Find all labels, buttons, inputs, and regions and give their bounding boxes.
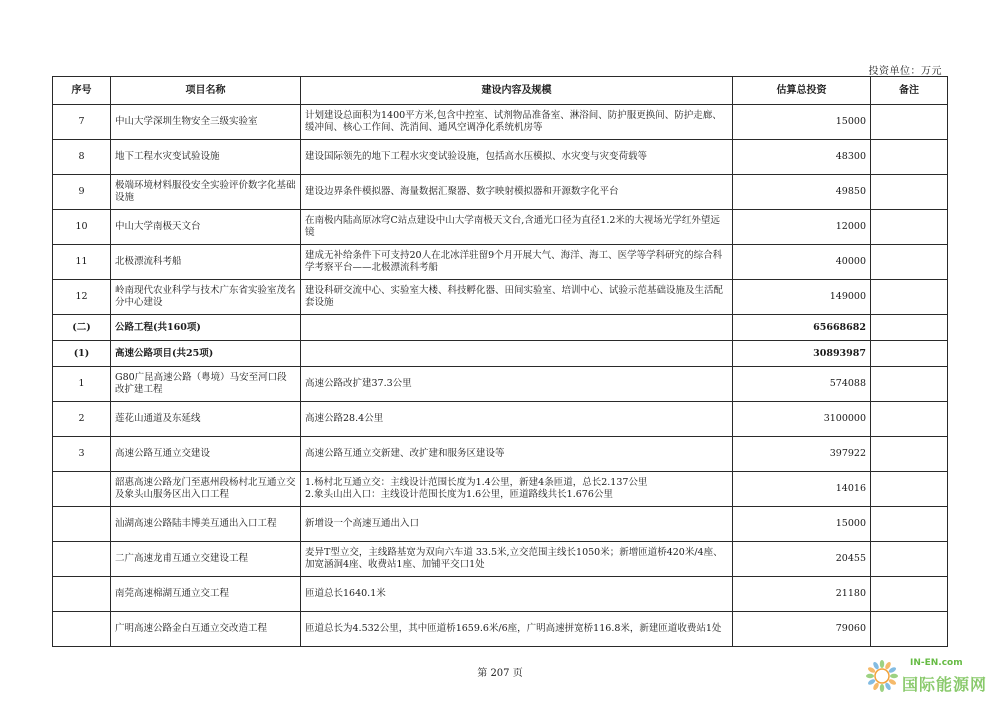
note-cell: [871, 280, 948, 315]
project-name-cell: 莲花山通道及东延线: [111, 402, 301, 437]
header-no: 序号: [53, 77, 111, 105]
note-cell: [871, 140, 948, 175]
table-row: [53, 140, 948, 175]
header-note: 备注: [871, 77, 948, 105]
watermark-petal: [880, 660, 884, 668]
row-number-cell: [53, 507, 111, 542]
table-row: [53, 315, 948, 341]
note-cell: [871, 507, 948, 542]
sunflower-icon: [860, 654, 908, 696]
watermark-logo: [852, 650, 992, 700]
scope-cell: 建设科研交流中心、实验室大楼、科技孵化器、田间实验室、培训中心、试验示范基础设施及生活配套设施: [301, 280, 733, 315]
investment-amount-cell: 20455: [733, 542, 871, 577]
row-number-cell: [53, 542, 111, 577]
note-cell: [871, 402, 948, 437]
scope-cell: 新增设一个高速互通出入口: [301, 507, 733, 542]
watermark-en-text: IN-EN.com: [910, 658, 963, 668]
project-name-cell: 中山大学南极天文台: [111, 210, 301, 245]
scope-cell: 高速公路28.4公里: [301, 402, 733, 437]
header-scope: 建设内容及规模: [301, 77, 733, 105]
note-cell: [871, 175, 948, 210]
note-cell: [871, 105, 948, 140]
investment-unit-label: 投资单位：万元: [868, 66, 942, 77]
row-number-cell: 3: [53, 437, 111, 472]
table-row: [53, 341, 948, 367]
investment-amount-cell: 49850: [733, 175, 871, 210]
note-cell: [871, 542, 948, 577]
scope-cell: 1.杨村北互通立交：主线设计范围长度为1.4公里，新建4条匝道，总长2.137公里 2.象头山出入口：主线设计范围长度为1.6公里，匝道路线共长1.676公里: [301, 472, 733, 507]
project-name-cell: 韶惠高速公路龙门至惠州段杨村北互通立交及象头山服务区出入口工程: [111, 472, 301, 507]
investment-amount-cell: 15000: [733, 507, 871, 542]
scope-cell: 高速公路改扩建37.3公里: [301, 367, 733, 402]
investment-amount-cell: 574088: [733, 367, 871, 402]
investment-amount-cell: 15000: [733, 105, 871, 140]
investment-amount-cell: 3100000: [733, 402, 871, 437]
project-name-cell: 中山大学深圳生物安全三级实验室: [111, 105, 301, 140]
row-number-cell: 1: [53, 367, 111, 402]
project-name-cell: 汕湖高速公路陆丰博美互通出入口工程: [111, 507, 301, 542]
table-row: [53, 542, 948, 577]
scope-cell: 在南极内陆高原冰穹C站点建设中山大学南极天文台,含通光口径为直径1.2米的大视场光学红外望远镜: [301, 210, 733, 245]
scope-cell: 建成无补给条件下可支持20人在北冰洋驻留9个月开展大气、海洋、海工、医学等学科研究的综合科学考察平台——北极漂流科考船: [301, 245, 733, 280]
investment-amount-cell: 21180: [733, 577, 871, 612]
note-cell: [871, 210, 948, 245]
investment-amount-cell: 14016: [733, 472, 871, 507]
row-number-cell: 10: [53, 210, 111, 245]
table-row: [53, 105, 948, 140]
watermark-petal: [866, 674, 874, 678]
watermark-cn-text: 国际能源网: [902, 675, 988, 694]
scope-cell: [301, 341, 733, 367]
table-row: [53, 437, 948, 472]
row-number-cell: 9: [53, 175, 111, 210]
table-row: [53, 612, 948, 647]
project-name-cell: 极端环境材料服役安全实验评价数字化基础设施: [111, 175, 301, 210]
row-number-cell: 12: [53, 280, 111, 315]
investment-amount-cell: 12000: [733, 210, 871, 245]
note-cell: [871, 437, 948, 472]
watermark-petal: [880, 684, 884, 692]
table-row: [53, 472, 948, 507]
note-cell: [871, 245, 948, 280]
investment-amount-cell: 79060: [733, 612, 871, 647]
table-row: [53, 402, 948, 437]
watermark-petal: [890, 674, 898, 678]
row-number-cell: (1): [53, 341, 111, 367]
row-number-cell: [53, 577, 111, 612]
scope-cell: [301, 315, 733, 341]
scope-cell: 匝道总长为4.532公里，其中匝道桥1659.6米/6座，广明高速拼宽桥116.8米，新建匝道收费站1处: [301, 612, 733, 647]
note-cell: [871, 612, 948, 647]
table-header-row: [53, 77, 948, 105]
project-name-cell: 高速公路互通立交建设: [111, 437, 301, 472]
scope-cell: 麦异T型立交，主线路基宽为双向六车道 33.5米,立交范围主线长1050米；新增匝道桥420米/4座、加宽涵洞4座、收费站1座、加铺平交口1处: [301, 542, 733, 577]
page-number: 第 207 页: [477, 668, 523, 679]
table-row: [53, 280, 948, 315]
investment-amount-cell: 48300: [733, 140, 871, 175]
investment-amount-cell: 397922: [733, 437, 871, 472]
scope-cell: 建设国际领先的地下工程水灾变试验设施，包括高水压模拟、水灾变与灾变荷载等: [301, 140, 733, 175]
investment-amount-cell: 40000: [733, 245, 871, 280]
project-name-cell: 广明高速公路金白互通立交改造工程: [111, 612, 301, 647]
scope-cell: 匝道总长1640.1米: [301, 577, 733, 612]
project-name-cell: 南莞高速棉湖互通立交工程: [111, 577, 301, 612]
row-number-cell: (二): [53, 315, 111, 341]
row-number-cell: 11: [53, 245, 111, 280]
row-number-cell: 7: [53, 105, 111, 140]
investment-amount-cell: 65668682: [733, 315, 871, 341]
table-row: [53, 175, 948, 210]
table-row: [53, 507, 948, 542]
table-row: [53, 245, 948, 280]
investment-amount-cell: 30893987: [733, 341, 871, 367]
scope-cell: 高速公路互通立交新建、改扩建和服务区建设等: [301, 437, 733, 472]
project-table: [52, 76, 948, 647]
scope-cell: 建设边界条件模拟器、海量数据汇聚器、数字映射模拟器和开源数字化平台: [301, 175, 733, 210]
project-name-cell: 北极漂流科考船: [111, 245, 301, 280]
header-name: 项目名称: [111, 77, 301, 105]
table-body: [53, 105, 948, 647]
table-row: [53, 210, 948, 245]
project-name-cell: 高速公路项目(共25项): [111, 341, 301, 367]
note-cell: [871, 577, 948, 612]
table-row: [53, 577, 948, 612]
note-cell: [871, 472, 948, 507]
note-cell: [871, 341, 948, 367]
header-amount: 估算总投资: [733, 77, 871, 105]
project-name-cell: 地下工程水灾变试验设施: [111, 140, 301, 175]
row-number-cell: 8: [53, 140, 111, 175]
investment-amount-cell: 149000: [733, 280, 871, 315]
note-cell: [871, 315, 948, 341]
note-cell: [871, 367, 948, 402]
project-name-cell: 二广高速龙甫互通立交建设工程: [111, 542, 301, 577]
row-number-cell: 2: [53, 402, 111, 437]
table-row: [53, 367, 948, 402]
scope-cell: 计划建设总面积为1400平方米,包含中控室、试剂物品准备室、淋浴间、防护服更换间、防护走廊、缓冲间、核心工作间、洗消间、通风空调净化系统机房等: [301, 105, 733, 140]
project-name-cell: 岭南现代农业科学与技术广东省实验室茂名分中心建设: [111, 280, 301, 315]
row-number-cell: [53, 612, 111, 647]
row-number-cell: [53, 472, 111, 507]
project-name-cell: G80广昆高速公路（粤境）马安至河口段改扩建工程: [111, 367, 301, 402]
project-name-cell: 公路工程(共160项): [111, 315, 301, 341]
